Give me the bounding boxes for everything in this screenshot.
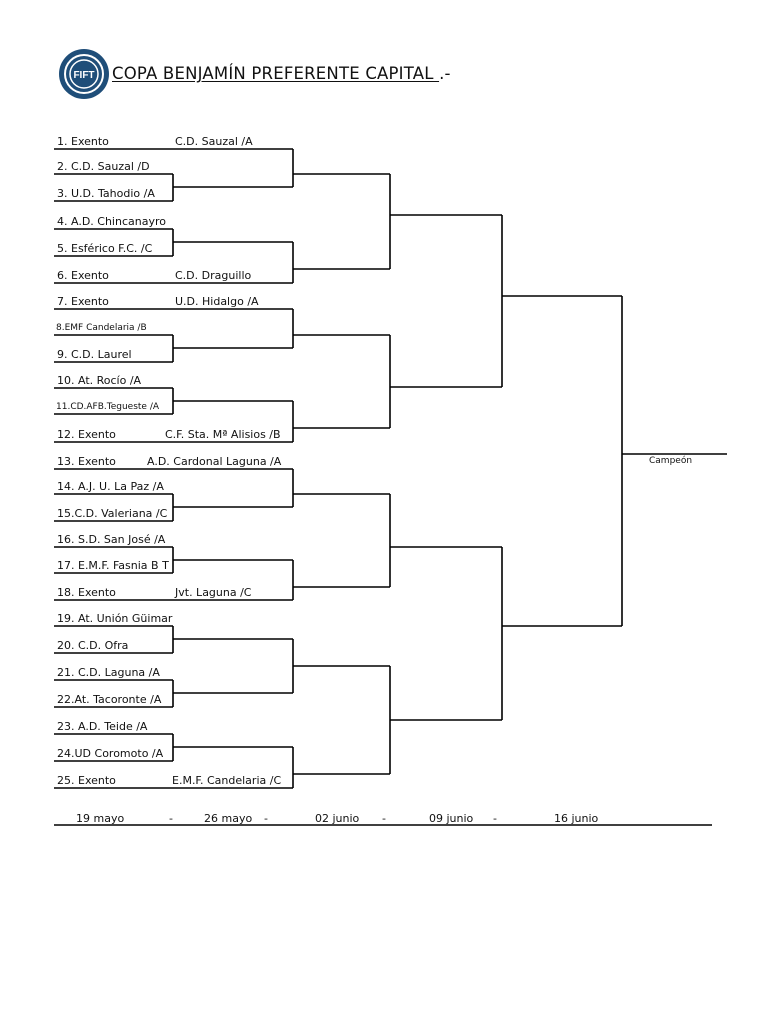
round-3-date: 02 junio bbox=[315, 812, 360, 825]
round-2-date: 26 mayo bbox=[204, 812, 253, 825]
team-4: 4. A.D. Chincanayro bbox=[57, 215, 166, 228]
team-13: 13. Exento bbox=[57, 455, 116, 468]
team-21: 21. C.D. Laguna /A bbox=[57, 666, 160, 679]
team-16: 16. S.D. San José /A bbox=[57, 533, 166, 546]
team-12: 12. Exento bbox=[57, 428, 116, 441]
team-2: 2. C.D. Sauzal /D bbox=[57, 160, 150, 173]
team-11: 11.CD.AFB.Tegueste /A bbox=[56, 402, 160, 412]
team-17: 17. E.M.F. Fasnia B T bbox=[57, 559, 169, 572]
team-18-bye: Jvt. Laguna /C bbox=[175, 586, 252, 599]
champion-label: Campeón bbox=[649, 456, 693, 466]
team-15: 15.C.D. Valeriana /C bbox=[57, 507, 168, 520]
team-14: 14. A.J. U. La Paz /A bbox=[57, 480, 164, 493]
team-7-bye: U.D. Hidalgo /A bbox=[175, 295, 259, 308]
round-5-date: 16 junio bbox=[554, 812, 599, 825]
team-8: 8.EMF Candelaria /B bbox=[56, 323, 147, 333]
team-13-bye: A.D. Cardonal Laguna /A bbox=[147, 455, 282, 468]
round-separator: - bbox=[264, 812, 268, 825]
team-18: 18. Exento bbox=[57, 586, 116, 599]
team-6: 6. Exento bbox=[57, 269, 109, 282]
round-1-date: 19 mayo bbox=[76, 812, 125, 825]
team-25: 25. Exento bbox=[57, 774, 116, 787]
team-20: 20. C.D. Ofra bbox=[57, 639, 129, 652]
round-4-date: 09 junio bbox=[429, 812, 474, 825]
team-19: 19. At. Unión Güimar bbox=[57, 612, 173, 625]
team-6-bye: C.D. Draguillo bbox=[175, 269, 252, 282]
team-22: 22.At. Tacoronte /A bbox=[57, 693, 162, 706]
team-10: 10. At. Rocío /A bbox=[57, 374, 142, 387]
team-23: 23. A.D. Teide /A bbox=[57, 720, 148, 733]
team-12-bye: C.F. Sta. Mª Alisios /B bbox=[165, 428, 281, 441]
team-7: 7. Exento bbox=[57, 295, 109, 308]
title-main: COPA BENJAMÍN PREFERENTE CAPITAL bbox=[112, 64, 440, 83]
team-5: 5. Esférico F.C. /C bbox=[57, 242, 153, 255]
team-25-bye: E.M.F. Candelaria /C bbox=[172, 774, 282, 787]
team-1: 1. Exento bbox=[57, 135, 109, 148]
round-separator: - bbox=[169, 812, 173, 825]
round-separator: - bbox=[493, 812, 497, 825]
team-1-bye: C.D. Sauzal /A bbox=[175, 135, 253, 148]
team-3: 3. U.D. Tahodio /A bbox=[57, 187, 155, 200]
round-separator: - bbox=[382, 812, 386, 825]
team-9: 9. C.D. Laurel bbox=[57, 348, 132, 361]
team-24: 24.UD Coromoto /A bbox=[57, 747, 164, 760]
logo-text: FIFT bbox=[73, 70, 95, 81]
title-suffix: .- bbox=[439, 64, 451, 83]
